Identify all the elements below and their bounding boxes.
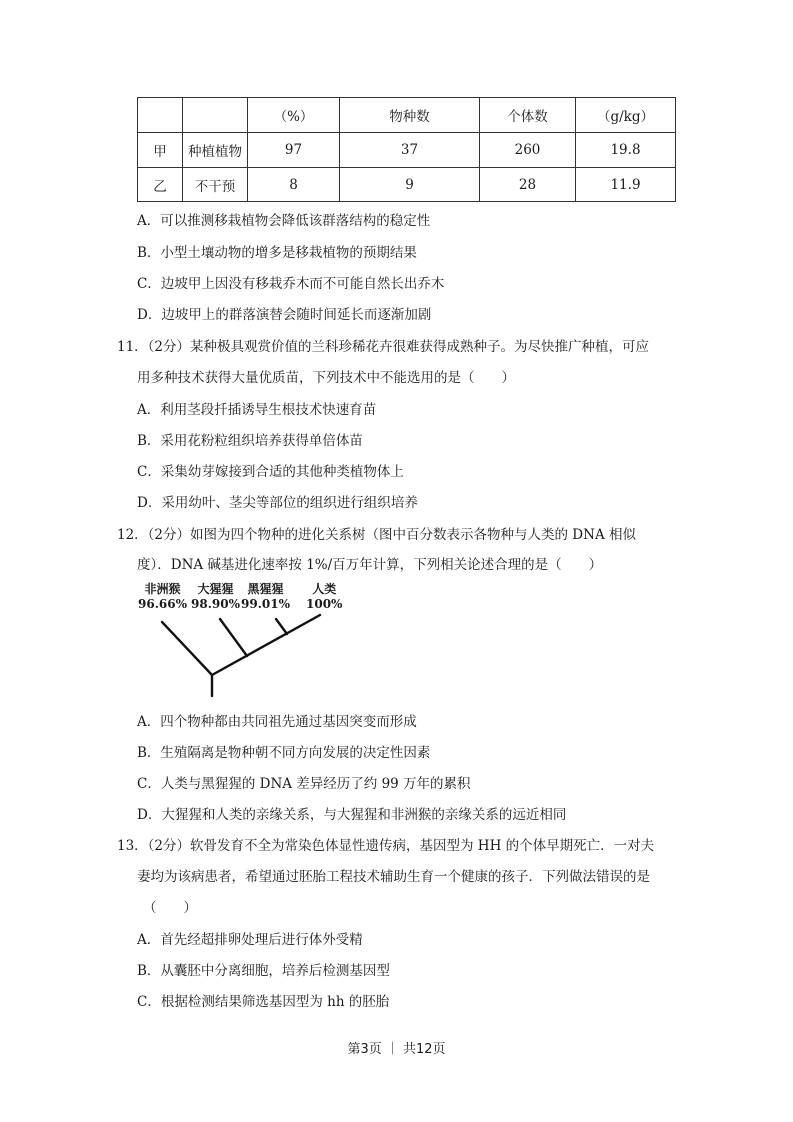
q13-stem-line2: 妻均为该病患者，希望通过胚胎工程技术辅助生育一个健康的孩子．下列做法错误的是 bbox=[137, 869, 650, 885]
table-cell: 19.8 bbox=[576, 133, 676, 168]
q11-stem-line2: 用多种技术获得大量优质苗，下列技术中不能选用的是（ ） bbox=[137, 370, 515, 386]
table-cell: 甲 bbox=[138, 133, 183, 168]
tree-label-monkey: 非洲猴 96.66% bbox=[138, 582, 187, 611]
q12-option-a: A．四个物种都由共同祖先通过基因突变而形成 bbox=[137, 714, 417, 730]
q13-option-c: C．根据检测结果筛选基因型为 hh 的胚胎 bbox=[137, 994, 390, 1010]
q11-option-a: A．利用茎段扦插诱导生根技术快速育苗 bbox=[137, 402, 377, 418]
q10-option-d: D．边坡甲上的群落演替会随时间延长而逐渐加剧 bbox=[137, 307, 432, 323]
q11-option-b: B．采用花粉粒组织培养获得单倍体苗 bbox=[137, 433, 363, 449]
table-cell: 种植植物 bbox=[183, 133, 248, 168]
table-cell: 97 bbox=[248, 133, 340, 168]
q11-option-c: C．采集幼芽嫁接到合适的其他种类植物体上 bbox=[137, 464, 404, 480]
tree-main-branch bbox=[212, 615, 320, 675]
table-cell: 9 bbox=[340, 168, 480, 202]
table-header-cell bbox=[138, 98, 183, 133]
table-cell: 乙 bbox=[138, 168, 183, 202]
page-footer: 第3页 ｜ 共12页 bbox=[347, 1042, 446, 1057]
q11-option-d: D．采用幼叶、茎尖等部位的组织进行组织培养 bbox=[137, 495, 418, 511]
table-header-row bbox=[138, 98, 676, 133]
q10-option-a: A．可以推测移栽植物会降低该群落结构的稳定性 bbox=[137, 213, 431, 229]
tree-branches bbox=[130, 578, 360, 698]
table-cell: 不干预 bbox=[183, 168, 248, 202]
q13-stem-line3: （ ） bbox=[143, 900, 197, 916]
q13-option-a: A．首先经超排卵处理后进行体外受精 bbox=[137, 932, 363, 948]
q12-stem-line2: 度）．DNA 碱基进化速率按 1%/百万年计算，下列相关论述合理的是（ ） bbox=[137, 557, 603, 573]
q12-option-c: C．人类与黑猩猩的 DNA 差异经历了约 99 万年的累积 bbox=[137, 776, 471, 792]
table-header-cell: （%） bbox=[248, 98, 340, 133]
table-cell: 28 bbox=[480, 168, 576, 202]
table-header-cell: （g/kg） bbox=[576, 98, 676, 133]
tree-branch-chimpanzee bbox=[276, 619, 287, 634]
q13-option-b: B．从囊胚中分离细胞，培养后检测基因型 bbox=[137, 963, 390, 979]
table-header-cell: 物种数 bbox=[340, 98, 480, 133]
table-cell: 11.9 bbox=[576, 168, 676, 202]
table-row bbox=[138, 133, 676, 168]
q10-option-b: B．小型土壤动物的增多是移栽植物的预期结果 bbox=[137, 245, 417, 261]
table-row bbox=[138, 168, 676, 202]
tree-label-gorilla: 大猩猩 98.90% bbox=[191, 582, 240, 611]
tree-label-human: 人类 100% bbox=[306, 582, 343, 611]
evolution-tree-diagram bbox=[130, 578, 360, 698]
q12-option-b: B．生殖隔离是物种朝不同方向发展的决定性因素 bbox=[137, 745, 431, 761]
tree-branch-monkey bbox=[162, 622, 212, 675]
q12-stem-line1: 12．（2分）如图为四个物种的进化关系树（图中百分数表示各物种与人类的 DNA 相似 bbox=[117, 527, 636, 543]
q10-option-c: C．边坡甲上因没有移栽乔木而不可能自然长出乔木 bbox=[137, 276, 445, 292]
table-header-cell: 个体数 bbox=[480, 98, 576, 133]
q11-stem-line1: 11．（2分）某种极具观赏价值的兰科珍稀花卉很难获得成熟种子。为尽快推广种植，可应 bbox=[117, 339, 650, 355]
tree-label-chimpanzee: 黑猩猩 99.01% bbox=[241, 582, 290, 611]
tree-branch-gorilla bbox=[220, 619, 247, 656]
table-cell: 260 bbox=[480, 133, 576, 168]
table-header-cell bbox=[183, 98, 248, 133]
data-table bbox=[137, 97, 676, 202]
q13-stem-line1: 13．（2分）软骨发育不全为常染色体显性遗传病，基因型为 HH 的个体早期死亡．一对夫 bbox=[117, 838, 655, 854]
table-cell: 37 bbox=[340, 133, 480, 168]
table-cell: 8 bbox=[248, 168, 340, 202]
q12-option-d: D．大猩猩和人类的亲缘关系，与大猩猩和非洲猴的亲缘关系的远近相同 bbox=[137, 807, 567, 823]
